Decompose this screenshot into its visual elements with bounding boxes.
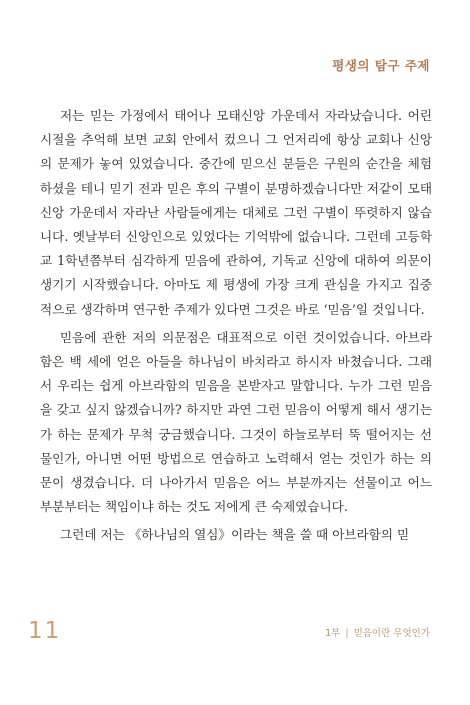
chapter-title: 믿음이란 무엇인가 <box>353 628 430 639</box>
page-number: 11 <box>28 618 62 644</box>
paragraph: 저는 믿는 가정에서 태어나 모태신앙 가운데서 자라났습니다. 어린 시절을 추억해 보면 교회 안에서 컸으니 그 언저리에 항상 교회나 신앙의 문제가 놓여 있었습니다. 중간에 믿으신 분들은 구원의 순간을 체험하셨을 테니 믿기 전과 믿은 후의 구별이 분명하겠습니다만 저같이 모태신앙 가운데서 자라난 사람들에게는 대체로 그런 구별이 뚜렷하지 않습니다. 옛날부터 신앙인으로 있었다는 기억밖에 없습니다. 그런데 고등학교 1학년쯤부터 심각하게 믿음에 관하여, 기독교 신앙에 대하여 의문이 생기기 시작했습니다. 아마도 제 평생에 가장 크게 관심을 가지고 집중적으로 생각하며 연구한 주제가 있다면 그것은 바로 ‘믿음’일 것입니다. <box>40 108 432 317</box>
paragraph: 그런데 저는 《하나님의 열심》이라는 책을 쓸 때 아브라함의 믿 <box>60 527 410 543</box>
part-label: 1부 <box>325 628 341 639</box>
footer-separator: | <box>345 628 349 639</box>
body-text <box>40 104 432 548</box>
running-foot <box>325 625 430 639</box>
paragraph: 믿음에 관한 저의 의문점은 대표적으로 이런 것이었습니다. 아브라함은 백 세에 얻은 아들을 하나님이 바치라고 하시자 바쳤습니다. 그래서 우리는 쉽게 아브라함의 믿음을 본받자고 말합니다. 누가 그런 믿음을 갖고 싶지 않겠습니까? 하지만 과연 그런 믿음이 어떻게 해서 생기는가 하는 문제가 무척 궁금했습니다. 그것이 하늘로부터 뚝 떨어지는 선물인가, 아니면 어떤 방법으로 연습하고 노력해서 얻는 것인가 하는 의문이 생겼습니다. 더 나아가서 믿음은 어느 부분까지는 선물이고 어느 부분부터는 책임이냐 하는 것도 저에게 큰 숙제였습니다. <box>40 329 432 515</box>
running-head-title: 평생의 탐구 주제 <box>332 58 430 73</box>
